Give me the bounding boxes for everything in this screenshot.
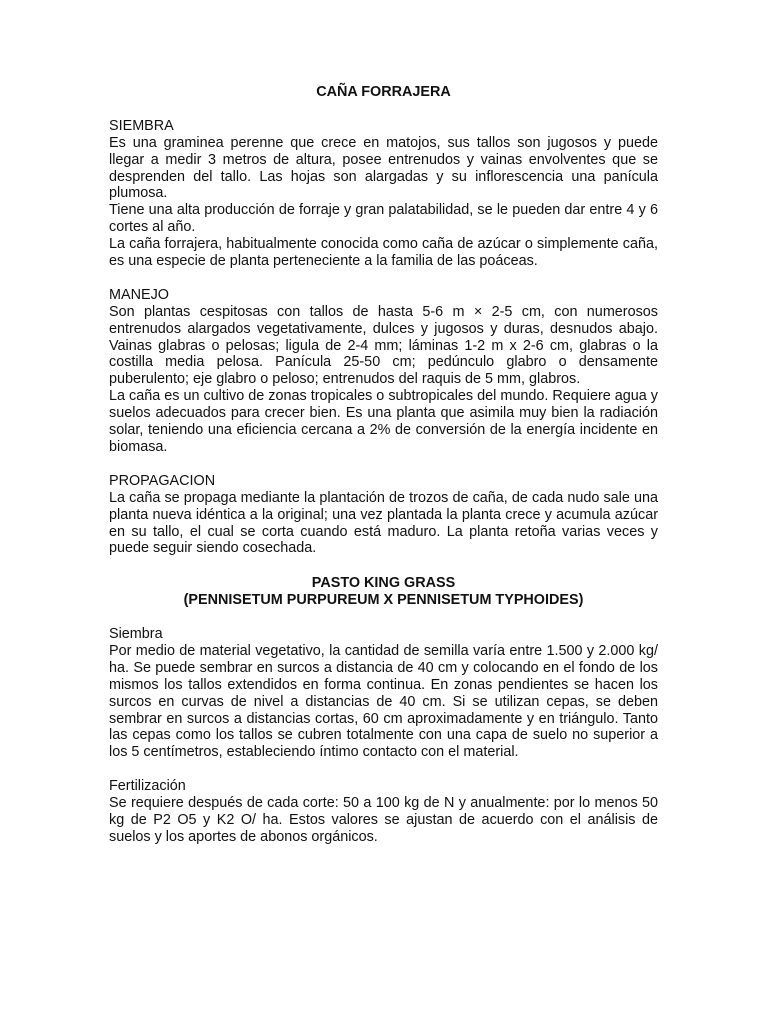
paragraph: La caña es un cultivo de zonas tropicales o subtropicales del mundo. Requiere agua y suelos adecuados para crecer bien. Es una planta que asimila muy bien la radiación solar, teniendo una eficiencia cercana a 2% de conversión de la energía incidente en biomasa. <box>109 388 658 455</box>
paragraph: La caña forrajera, habitualmente conocida como caña de azúcar o simplemente caña, es una especie de planta perteneciente a la familia de las poáceas. <box>109 236 658 270</box>
paragraph: La caña se propaga mediante la plantación de trozos de caña, de cada nudo sale una planta nueva idéntica a la original; una vez plantada la planta crece y acumula azúcar en su tallo, el cual se corta cuando está maduro. La planta retoña varias veces y puede seguir siendo cosechada. <box>109 489 658 557</box>
paragraph: Es una graminea perenne que crece en matojos, sus tallos son jugosos y puede llegar a medir 3 metros de altura, posee entrenudos y vainas envolventes que se desprenden del tallo. Las hojas son alargadas y su inflorescencia una panícula plumosa. <box>109 134 658 202</box>
document-page <box>109 84 658 846</box>
document-title: CAÑA FORRAJERA <box>316 84 451 100</box>
section-subtitle-species: (PENNISETUM PURPUREUM X PENNISETUM TYPHOIDES) <box>183 592 584 609</box>
paragraph: Se requiere después de cada corte: 50 a 100 kg de N y anualmente: por lo menos 50 kg de P2 O5 y K2 O/ ha. Estos valores se ajustan de acuerdo con el análisis de suelos y los aportes de abonos orgánicos. <box>109 795 658 845</box>
paragraph: Por medio de material vegetativo, la cantidad de semilla varía entre 1.500 y 2.000 kg/ ha. Se puede sembrar en surcos a distancia de 40 cm y colocando en el fondo de los mismos los tallos extendidos en forma continua. En zonas pendientes se hacen los surcos en curvas de nivel a distancias de 40 cm. Si se utilizan cepas, se deben sembrar en surcos a distancias cortas, 60 cm aproximadamente y en triángulo. Tanto las cepas como los tallos se cubren totalmente con una capa de suelo no superior a los 5 centímetros, estableciendo íntimo contacto con el material. <box>109 642 658 761</box>
section-heading-siembra: SIEMBRA <box>109 117 174 134</box>
paragraph: Tiene una alta producción de forraje y gran palatabilidad, se le pueden dar entre 4 y 6 cortes al año. <box>109 202 658 236</box>
section-heading-siembra-king-grass: Siembra <box>109 626 163 643</box>
paragraph: Son plantas cespitosas con tallos de hasta 5-6 m × 2-5 cm, con numerosos entrenudos alargados vegetativamente, dulces y jugosos y duras, desnudos abajo. Vainas glabras o pelosas; ligula de 2-4 mm; láminas 1-2 m x 2-6 cm, glabras o la costilla media pelosa. Panícula 25-50 cm; pedúnculo glabro o densamente puberulento; eje glabro o peloso; entrenudos del raquis de 5 mm, glabros. <box>109 303 658 388</box>
section-heading-manejo: MANEJO <box>109 286 169 303</box>
section-heading-propagacion: PROPAGACION <box>109 472 216 489</box>
section-heading-fertilizacion: Fertilización <box>109 778 186 795</box>
section-title-king-grass: PASTO KING GRASS <box>311 575 456 592</box>
